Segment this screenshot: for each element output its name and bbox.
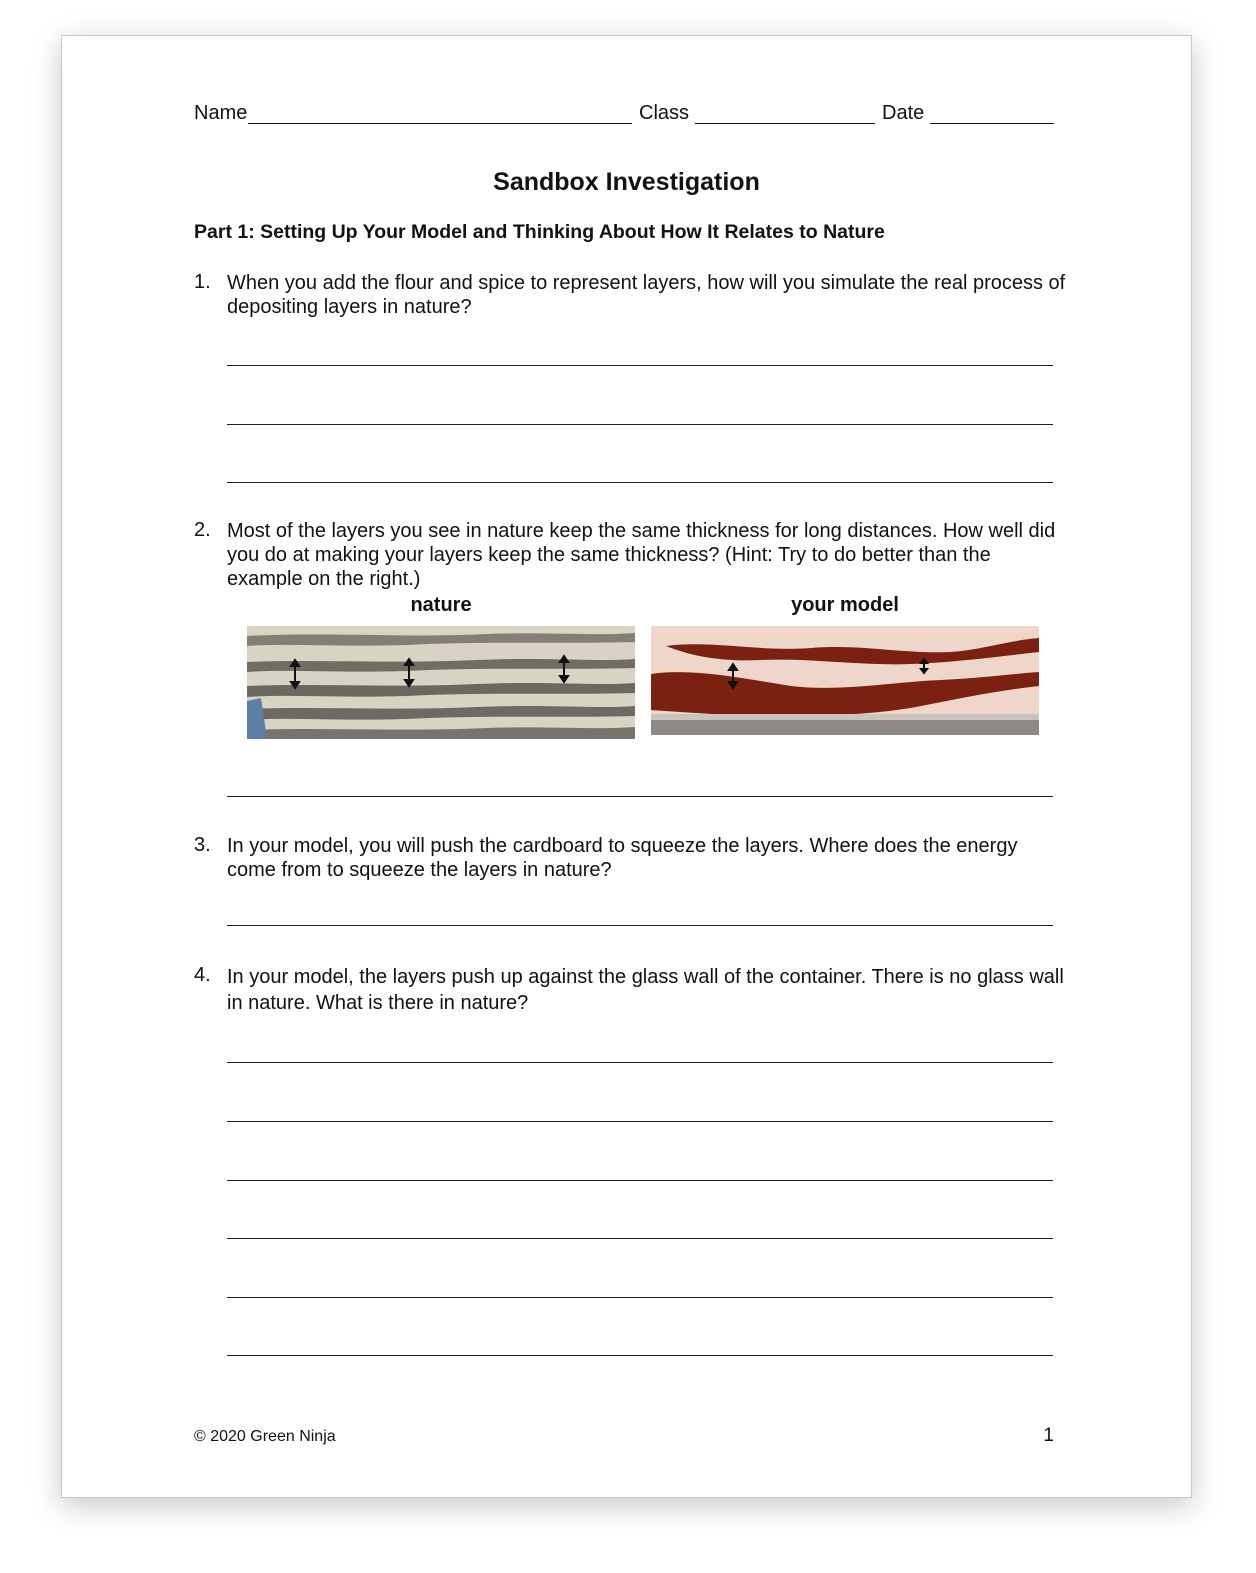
question-1-number: 1. <box>194 271 211 293</box>
answer-line <box>227 424 1053 425</box>
answer-line <box>227 1297 1053 1298</box>
date-blank <box>930 123 1054 124</box>
nature-strata-image <box>247 626 635 739</box>
copyright-text: © 2020 Green Ninja <box>194 1428 336 1445</box>
worksheet-page <box>61 35 1192 1498</box>
name-label: Name <box>194 102 248 124</box>
answer-line <box>227 925 1053 926</box>
question-3-number: 3. <box>194 834 211 856</box>
answer-line <box>227 482 1053 483</box>
answer-line <box>227 365 1053 366</box>
answer-line <box>227 1121 1053 1122</box>
page-title: Sandbox Investigation <box>493 168 760 196</box>
model-caption: your model <box>791 594 899 616</box>
answer-line <box>227 1238 1053 1239</box>
question-4-text: In your model, the layers push up against the glass wall of the container. There is no glass wall in nature. What is there in nature? <box>227 966 1064 1014</box>
page-number: 1 <box>1043 1425 1054 1446</box>
question-2-number: 2. <box>194 519 211 541</box>
nature-caption: nature <box>410 594 472 616</box>
class-blank <box>695 123 875 124</box>
answer-line <box>227 1062 1053 1063</box>
date-label: Date <box>882 102 925 124</box>
name-blank <box>248 123 632 124</box>
question-2-text: Most of the layers you see in nature keep the same thickness for long distances. How well did you do at making your layers keep the same thickness? (Hint: Try to do better than the example on the right.) <box>227 520 1056 590</box>
answer-line <box>227 796 1053 797</box>
answer-line <box>227 1180 1053 1181</box>
question-4-number: 4. <box>194 964 211 986</box>
answer-line <box>227 1355 1053 1356</box>
question-3-text: In your model, you will push the cardboard to squeeze the layers. Where does the energy come from to squeeze the layers in nature? <box>227 835 1018 881</box>
question-1-text: When you add the flour and spice to represent layers, how will you simulate the real process of depositing layers in nature? <box>227 272 1066 318</box>
model-layers-image <box>651 626 1039 735</box>
part1-heading: Part 1: Setting Up Your Model and Thinking About How It Relates to Nature <box>194 221 885 243</box>
class-label: Class <box>639 102 690 124</box>
